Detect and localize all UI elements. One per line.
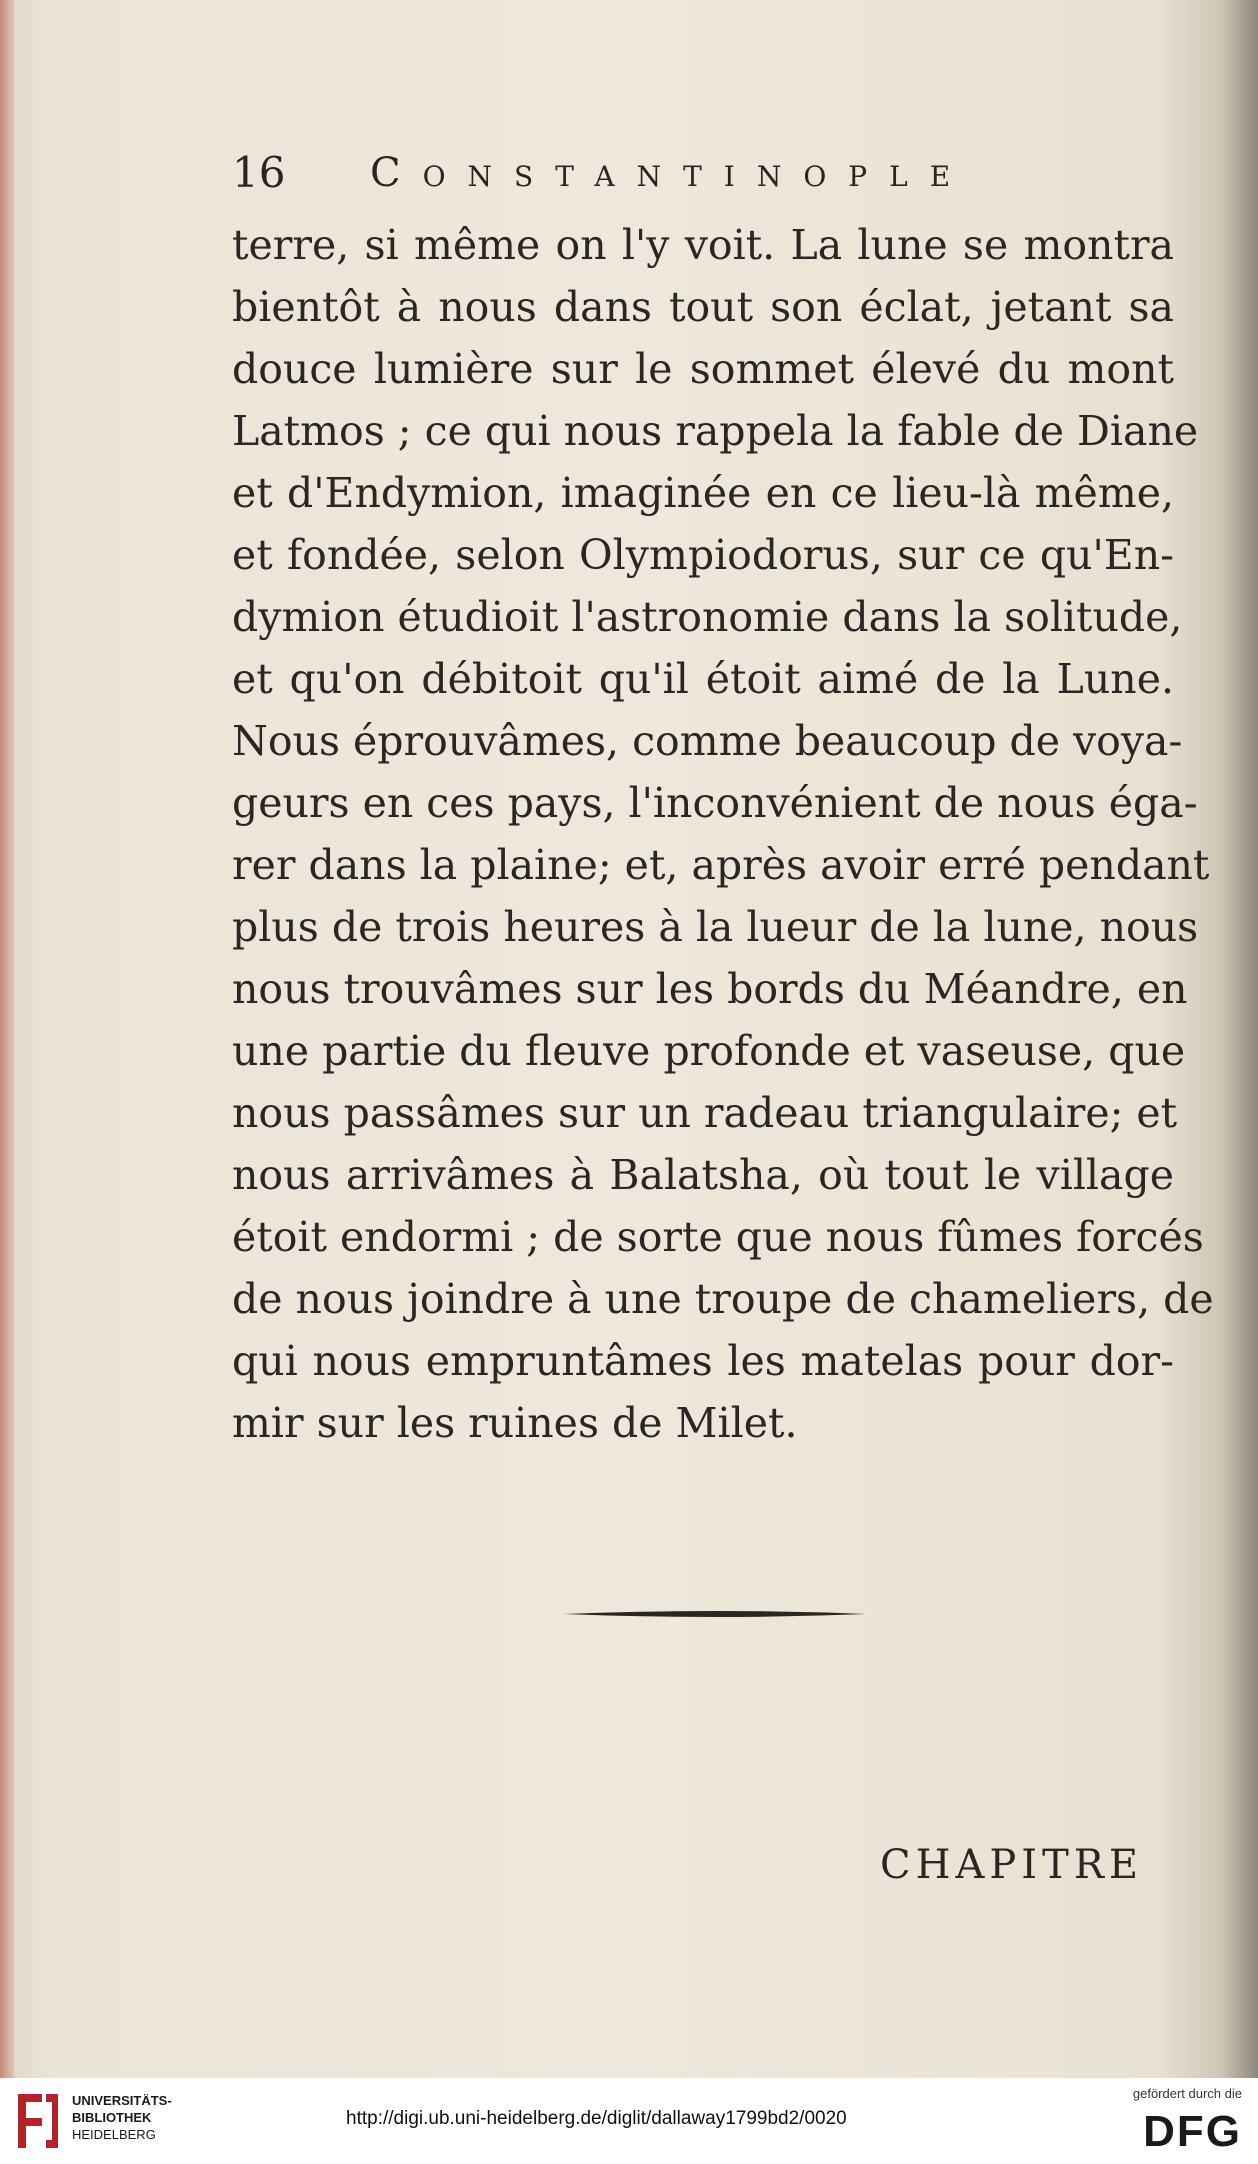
library-name bbox=[72, 2092, 172, 2143]
text-line: bientôt à nous dans tout son éclat, jetant sa bbox=[232, 283, 1174, 331]
text-line: nous trouvâmes sur les bords du Méandre, en bbox=[232, 965, 1188, 1013]
catchword: CHAPITRE bbox=[880, 1842, 1144, 1888]
text-line: nous passâmes sur un radeau triangulaire; et bbox=[232, 1089, 1178, 1137]
text-line: terre, si même on l'y voit. La lune se montra bbox=[232, 221, 1174, 269]
running-title: Constantinople bbox=[370, 150, 973, 196]
digitization-footer bbox=[0, 2078, 1258, 2164]
text-line: Latmos ; ce qui nous rappela la fable de Diane bbox=[232, 407, 1199, 455]
library-name-line: BIBLIOTHEK bbox=[72, 2110, 152, 2125]
ornamental-rule bbox=[564, 1608, 866, 1620]
library-name-line: HEIDELBERG bbox=[72, 2127, 156, 2142]
funder-note: gefördert durch die bbox=[1132, 2086, 1242, 2101]
text-line: dymion étudioit l'astronomie dans la solitude, bbox=[232, 593, 1183, 641]
text-line: étoit endormi ; de sorte que nous fûmes forcés bbox=[232, 1213, 1204, 1261]
text-line: et d'Endymion, imaginée en ce lieu-là même, bbox=[232, 469, 1174, 517]
text-line: Nous éprouvâmes, comme beaucoup de voya- bbox=[232, 717, 1183, 765]
text-line: nous arrivâmes à Balatsha, où tout le village bbox=[232, 1151, 1174, 1199]
running-header bbox=[232, 148, 1182, 208]
text-line: douce lumière sur le sommet élevé du mont bbox=[232, 345, 1174, 393]
text-line: plus de trois heures à la lueur de la lune, nous bbox=[232, 903, 1199, 951]
text-line: de nous joindre à une troupe de chameliers, de bbox=[232, 1275, 1214, 1323]
funder-logo: DFG bbox=[1143, 2107, 1242, 2156]
library-name-line: UNIVERSITÄTS- bbox=[72, 2093, 172, 2108]
library-logo-icon bbox=[12, 2088, 64, 2154]
text-line: rer dans la plaine; et, après avoir erré pendant bbox=[232, 841, 1210, 889]
page-number: 16 bbox=[232, 148, 286, 197]
text-line: mir sur les ruines de Milet. bbox=[232, 1399, 798, 1447]
text-line: geurs en ces pays, l'inconvénient de nous éga- bbox=[232, 779, 1198, 827]
body-text bbox=[232, 214, 1214, 1454]
permalink-url[interactable]: http://digi.ub.uni-heidelberg.de/diglit/dallaway1799bd2/0020 bbox=[346, 2108, 847, 2129]
text-line: et fondée, selon Olympiodorus, sur ce qu'En- bbox=[232, 531, 1174, 579]
text-line: et qu'on débitoit qu'il étoit aimé de la Lune. bbox=[232, 655, 1174, 703]
text-line: une partie du fleuve profonde et vaseuse, que bbox=[232, 1027, 1186, 1075]
text-line: qui nous empruntâmes les matelas pour dor- bbox=[232, 1337, 1174, 1385]
